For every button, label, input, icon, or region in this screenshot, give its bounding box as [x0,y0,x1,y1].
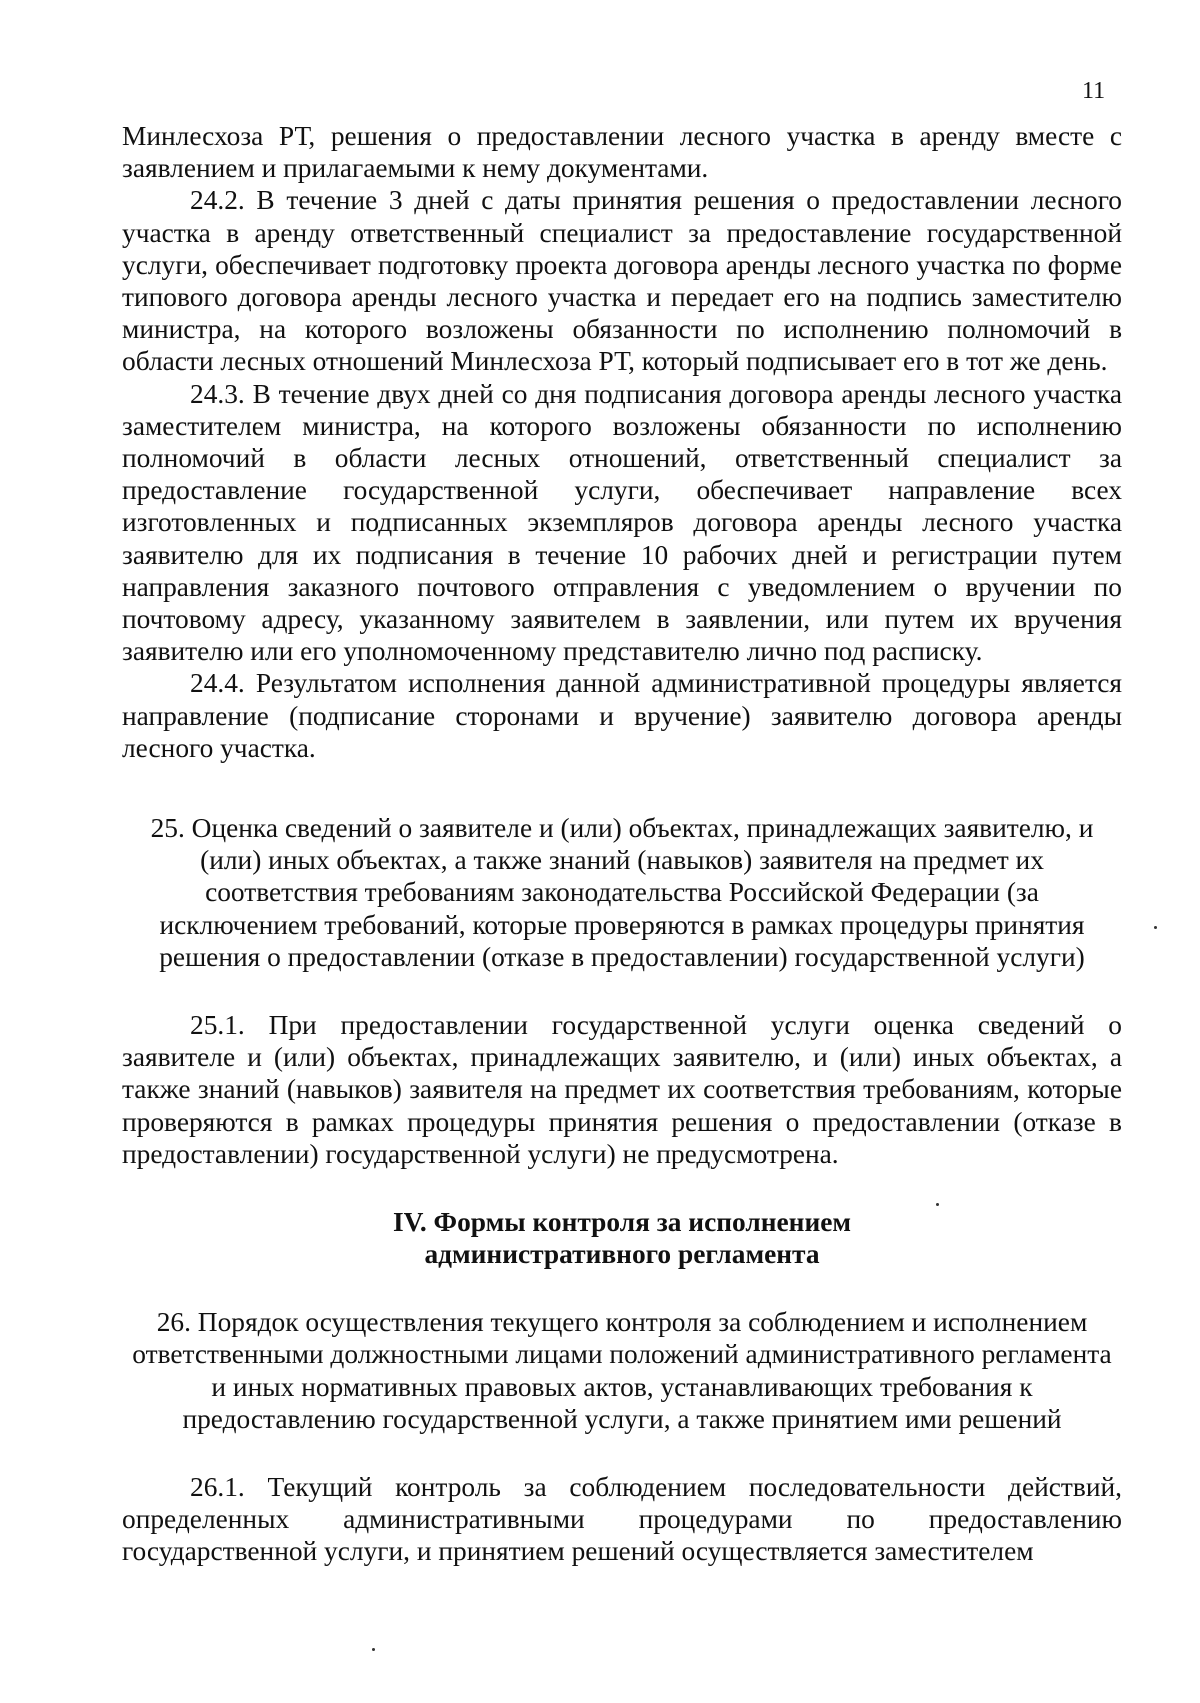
heading-25: 25. Оценка сведений о заявителе и (или) объектах, принадлежащих заявителю, и (или) иных объектах, а также знаний (навыков) заявителя на предмет их соответствия требованиям законодательства Российской Федерации (за исключением требований, которые проверяются в рамках процедуры принятия решения о предоставлении (отказе в предоставлении) государственной услуги) [150,813,1094,972]
section-title [122,1206,1122,1270]
page-number: 11 [1082,78,1106,104]
section-title-line-1: IV. Формы контроля за исполнением [392,1207,852,1238]
paragraph-24-2: 24.2. В течение 3 дней с даты принятия решения о предоставлении лесного участка в аренду ответственный специалист за предоставление государственной услуги, обеспечивает подготовку проекта договора аренды лесного участка по форме типового договора аренды лесного участка и передает его на подпись заместителю министра, на которого возложены обязанности по исполнению полномочий в области лесных отношений Минлесхоза РТ, который подписывает его в тот же день. [122,185,1122,377]
paragraph-24-3: 24.3. В течение двух дней со дня подписания договора аренды лесного участка заместителем министра, на которого возложены обязанности по исполнению полномочий в области лесных отношений, ответственный специалист за предоставление государственной услуги, обеспечивает направление всех изготовленных и подписанных экземпляров договора аренды лесного участка заявителю для их подписания в течение 10 рабочих дней и регистрации путем направления заказного почтового отправления с уведомлением о вручении по почтовому адресу, указанному заявителем в заявлении, или путем их вручения заявителю или его уполномоченному представителю лично под расписку. [122,378,1122,667]
section-title-line-2: административного регламента [424,1239,820,1270]
paragraph-intro: Минлесхоза РТ, решения о предоставлении лесного участка в аренду вместе с заявлением и прилагаемыми к нему документами. [122,121,1122,184]
document-body [122,120,1122,1568]
scan-speck [372,1648,375,1651]
scan-speck [1154,926,1157,929]
paragraph-24-4: 24.4. Результатом исполнения данной административной процедуры является направление (подписание сторонами и вручение) заявителю договора аренды лесного участка. [122,668,1122,763]
paragraph-26-1: 26.1. Текущий контроль за соблюдением последовательности действий, определенных административными процедурами по предоставлению государственной услуги, и принятием решений осуществляется заместителем [122,1471,1122,1567]
scan-speck [936,1203,939,1206]
heading-26: 26. Порядок осуществления текущего контроля за соблюдением и исполнением ответственными должностными лицами положений административного регламента и иных нормативных правовых актов, устанавливающих требования к предоставлению государственной услуги, а также принятием ими решений [132,1307,1112,1434]
paragraph-25-1: 25.1. При предоставлении государственной услуги оценка сведений о заявителе и (или) объектах, принадлежащих заявителю, и (или) иных объектах, а также знаний (навыков) заявителя на предмет их соответствия требованиям, которые проверяются в рамках процедуры принятия решения о предоставлении (отказе в предоставлении) государственной услуги) не предусмотрена. [122,1010,1122,1169]
